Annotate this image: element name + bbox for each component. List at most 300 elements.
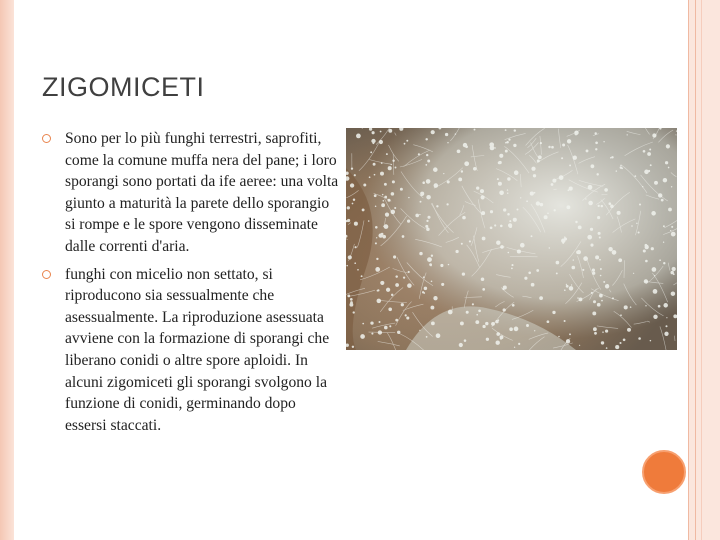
spore-dot	[401, 303, 404, 306]
spore-dot	[472, 303, 474, 305]
spore-dot	[498, 319, 500, 321]
spore-dot	[469, 240, 471, 242]
spore-dot	[648, 170, 650, 172]
spore-dot	[478, 309, 481, 312]
spore-dot	[511, 268, 513, 270]
spore-dot	[436, 333, 441, 338]
spore-dot	[426, 336, 428, 338]
spore-dot	[391, 294, 393, 296]
spore-dot	[526, 324, 529, 327]
spore-dot	[509, 220, 511, 222]
spore-dot	[564, 289, 566, 291]
spore-dot	[461, 243, 463, 245]
spore-dot	[391, 192, 395, 196]
spore-dot	[562, 144, 565, 147]
spore-dot	[379, 140, 383, 144]
spore-dot	[623, 338, 626, 341]
spore-dot	[551, 146, 554, 149]
spore-dot	[659, 259, 661, 261]
spore-dot	[671, 232, 676, 237]
spore-dot	[499, 190, 504, 195]
spore-dot	[536, 269, 539, 272]
spore-dot	[369, 176, 371, 178]
bullet-text: funghi con micelio non settato, si riproducono sia sessualmente che asessualmente. La riproduzione asessuata avviene con la formazione di sporangi che liberano conidi o altre spore aploidi. In alcuni zigomiceti gli sporangi svolgono la funzione di conidi, germinando dopo essersi staccati.	[65, 265, 330, 434]
spore-dot	[384, 326, 388, 330]
spore-dot	[600, 268, 602, 270]
spore-dot	[571, 284, 572, 285]
spore-dot	[606, 347, 608, 349]
spore-dot	[476, 314, 478, 316]
spore-dot	[458, 177, 462, 181]
spore-dot	[645, 260, 648, 263]
spore-dot	[663, 225, 665, 227]
spore-dot	[566, 285, 569, 288]
spore-dot	[382, 194, 383, 195]
spore-dot	[408, 271, 410, 273]
spore-dot	[350, 298, 353, 301]
spore-dot	[408, 197, 409, 198]
spore-dot	[433, 296, 437, 300]
spore-dot	[462, 216, 466, 220]
spore-dot	[636, 223, 637, 224]
spore-dot	[405, 314, 407, 316]
spore-dot	[513, 218, 517, 222]
spore-dot	[371, 333, 373, 335]
spore-dot	[595, 255, 599, 259]
spore-dot	[362, 208, 365, 211]
bread-mold-photo	[346, 128, 677, 350]
spore-dot	[375, 206, 377, 208]
spore-dot	[566, 339, 570, 343]
spore-dot	[431, 322, 435, 326]
spore-dot	[433, 167, 438, 172]
spore-dot	[373, 163, 376, 166]
spore-dot	[383, 226, 384, 227]
spore-dot	[505, 142, 507, 144]
spore-dot	[517, 209, 519, 211]
spore-dot	[651, 247, 654, 250]
spore-dot	[611, 156, 613, 158]
spore-dot	[566, 284, 567, 285]
spore-dot	[378, 233, 382, 237]
spore-dot	[578, 225, 582, 229]
page-title: ZIGOMICETI	[42, 72, 205, 102]
spore-dot	[569, 333, 571, 335]
spore-dot	[420, 201, 422, 203]
spore-dot	[650, 164, 652, 166]
spore-dot	[361, 275, 363, 277]
spore-dot	[457, 149, 461, 153]
spore-dot	[507, 177, 510, 180]
spore-dot	[427, 216, 430, 219]
spore-dot	[498, 161, 501, 164]
spore-dot	[561, 157, 563, 159]
spore-dot	[592, 269, 595, 272]
spore-dot	[384, 183, 387, 186]
spore-dot	[422, 291, 424, 293]
spore-dot	[481, 277, 485, 281]
spore-dot	[531, 283, 535, 287]
spore-dot	[579, 345, 580, 346]
spore-dot	[590, 228, 593, 231]
spore-dot	[475, 320, 479, 324]
spore-dot	[386, 288, 390, 292]
spore-dot	[624, 305, 628, 309]
spore-dot	[480, 189, 484, 193]
bullet-marker-icon	[42, 134, 51, 143]
spore-dot	[459, 343, 463, 347]
spore-dot	[382, 235, 386, 239]
spore-dot	[448, 264, 449, 265]
spore-dot	[601, 300, 603, 302]
spore-dot	[559, 175, 564, 180]
spore-dot	[575, 221, 577, 223]
spore-dot	[349, 303, 353, 307]
spore-dot	[394, 207, 396, 209]
spore-dot	[605, 330, 608, 333]
spore-dot	[671, 291, 676, 296]
spore-dot	[668, 167, 670, 169]
spore-dot	[511, 264, 513, 266]
spore-dot	[404, 143, 406, 145]
spore-dot	[500, 337, 502, 339]
spore-dot	[615, 345, 619, 349]
spore-dot	[552, 311, 555, 314]
spore-dot	[603, 141, 604, 142]
spore-dot	[601, 205, 603, 207]
spore-dot	[494, 224, 496, 226]
spore-dot	[425, 138, 427, 140]
spore-dot	[603, 281, 605, 283]
spore-dot	[406, 316, 409, 319]
spore-dot	[670, 271, 673, 274]
spore-dot	[536, 201, 540, 205]
spore-dot	[440, 264, 443, 267]
spore-dot	[482, 237, 486, 241]
spore-dot	[665, 161, 668, 164]
spore-dot	[514, 129, 516, 131]
spore-dot	[520, 243, 525, 248]
spore-dot	[576, 250, 580, 254]
spore-dot	[533, 174, 536, 177]
spore-dot	[588, 201, 593, 206]
spore-dot	[666, 317, 667, 318]
spore-dot	[490, 210, 493, 213]
spore-dot	[473, 167, 477, 171]
spore-dot	[665, 325, 667, 327]
spore-dot	[500, 225, 503, 228]
spore-dot	[506, 141, 508, 143]
spore-dot	[465, 145, 468, 148]
spore-dot	[538, 155, 542, 159]
spore-dot	[375, 242, 377, 244]
spore-dot	[569, 286, 574, 291]
spore-dot	[509, 225, 512, 228]
spore-dot	[427, 160, 430, 163]
spore-dot	[430, 306, 434, 310]
spore-dot	[389, 325, 391, 327]
spore-dot	[371, 139, 375, 143]
bullet-item	[40, 264, 340, 437]
spore-dot	[380, 131, 382, 133]
spore-dot	[561, 239, 565, 243]
spore-dot	[381, 203, 385, 207]
spore-dot	[347, 206, 350, 209]
spore-dot	[569, 164, 571, 166]
left-frame-border	[0, 0, 14, 540]
spore-dot	[443, 173, 444, 174]
spore-dot	[547, 213, 549, 215]
spore-dot	[481, 195, 485, 199]
spore-dot	[577, 297, 579, 299]
spore-dot	[419, 330, 420, 331]
spore-dot	[582, 269, 584, 271]
spore-dot	[530, 192, 534, 196]
spore-dot	[514, 170, 519, 175]
spore-dot	[386, 153, 388, 155]
spore-dot	[654, 181, 658, 185]
spore-dot	[643, 150, 646, 153]
spore-dot	[427, 257, 432, 262]
spore-dot	[594, 332, 597, 335]
spore-dot	[446, 203, 448, 205]
decorative-circle	[642, 450, 686, 494]
spore-dot	[663, 262, 665, 264]
spore-dot	[605, 284, 609, 288]
spore-dot	[445, 133, 448, 136]
spore-dot	[503, 208, 506, 211]
spore-dot	[354, 174, 356, 176]
spore-dot	[652, 267, 657, 272]
spore-dot	[650, 340, 652, 342]
spore-dot	[590, 244, 593, 247]
spore-dot	[612, 250, 617, 255]
spore-dot	[362, 323, 364, 325]
spore-dot	[663, 242, 664, 243]
spore-dot	[426, 195, 431, 200]
spore-dot	[630, 306, 632, 308]
spore-dot	[645, 305, 646, 306]
bullet-marker-icon	[42, 270, 51, 279]
spore-dot	[627, 134, 628, 135]
spore-dot	[592, 311, 596, 315]
spore-dot	[663, 303, 668, 308]
spore-dot	[514, 327, 519, 332]
spore-dot	[406, 140, 408, 142]
spore-dot	[600, 275, 602, 277]
spore-dot	[356, 134, 361, 139]
spore-dot	[489, 142, 494, 147]
spore-dot	[424, 287, 427, 290]
spore-dot	[385, 213, 389, 217]
spore-dot	[567, 139, 571, 143]
spore-dot	[534, 192, 536, 194]
spore-dot	[645, 245, 649, 249]
spore-dot	[388, 308, 392, 312]
spore-dot	[476, 186, 479, 189]
spore-dot	[455, 250, 458, 253]
spore-dot	[352, 346, 354, 348]
spore-dot	[370, 321, 373, 324]
spore-dot	[573, 259, 574, 260]
spore-dot	[368, 220, 370, 222]
spore-dot	[377, 289, 379, 291]
spore-dot	[509, 327, 513, 331]
spore-dot	[649, 149, 651, 151]
spore-dot	[658, 305, 661, 308]
spore-dot	[402, 235, 405, 238]
spore-dot	[653, 289, 658, 294]
spore-dot	[407, 283, 412, 288]
spore-dot	[644, 170, 649, 175]
bullet-item	[40, 128, 340, 258]
spore-dot	[496, 241, 500, 245]
spore-dot	[643, 249, 646, 252]
spore-dot	[599, 259, 601, 261]
spore-dot	[352, 203, 354, 205]
spore-dot	[482, 288, 485, 291]
spore-dot	[486, 338, 489, 341]
spore-dot	[608, 247, 612, 251]
spore-dot	[499, 154, 503, 158]
spore-dot	[621, 167, 623, 169]
spore-dot	[548, 146, 550, 148]
spore-dot	[431, 130, 435, 134]
spore-dot	[671, 186, 672, 187]
spore-dot	[616, 170, 617, 171]
spore-dot	[514, 347, 515, 348]
spore-dot	[554, 209, 556, 211]
spore-dot	[395, 167, 397, 169]
spore-dot	[363, 184, 366, 187]
spore-dot	[395, 283, 399, 287]
spore-dot	[380, 281, 384, 285]
spore-dot	[431, 255, 433, 257]
spore-dot	[598, 232, 601, 235]
spore-dot	[631, 225, 633, 227]
spore-dot	[507, 213, 510, 216]
spore-dot	[498, 182, 502, 186]
spore-dot	[379, 321, 381, 323]
spore-dot	[392, 180, 395, 183]
spore-dot	[482, 325, 485, 328]
spore-dot	[528, 272, 531, 275]
spore-dot	[547, 320, 550, 323]
spore-dot	[430, 265, 432, 267]
spore-dot	[388, 129, 392, 133]
spore-dot	[598, 205, 600, 207]
spore-dot	[375, 267, 380, 272]
spore-dot	[587, 235, 592, 240]
spore-dot	[609, 202, 612, 205]
spore-dot	[566, 205, 570, 209]
spore-dot	[668, 208, 672, 212]
spore-dot	[671, 226, 673, 228]
spore-dot	[618, 258, 622, 262]
spore-dot	[415, 214, 419, 218]
spore-dot	[534, 330, 535, 331]
spore-dot	[461, 170, 463, 172]
spore-dot	[503, 285, 507, 289]
spore-dot	[481, 211, 485, 215]
spore-dot	[591, 164, 595, 168]
spore-dot	[350, 183, 354, 187]
spore-dot	[355, 246, 357, 248]
spore-dot	[627, 328, 631, 332]
spore-dot	[422, 181, 425, 184]
spore-dot	[496, 341, 500, 345]
spore-dot	[593, 327, 597, 331]
spore-dot	[647, 152, 651, 156]
spore-dot	[524, 277, 527, 280]
spore-dot	[599, 236, 601, 238]
spore-dot	[602, 331, 604, 333]
spore-dot	[664, 332, 668, 336]
spore-dot	[540, 203, 543, 206]
spore-dot	[448, 310, 453, 315]
spore-dot	[604, 188, 608, 192]
spore-dot	[507, 252, 509, 254]
spore-dot	[388, 166, 392, 170]
spore-dot	[354, 262, 356, 264]
spore-dot	[619, 342, 621, 344]
spore-dot	[419, 214, 420, 215]
spore-dot	[462, 272, 465, 275]
spore-dot	[571, 266, 575, 270]
spore-dot	[426, 220, 428, 222]
spore-dot	[460, 321, 464, 325]
spore-dot	[531, 235, 533, 237]
spore-dot	[661, 199, 664, 202]
spore-dot	[494, 147, 495, 148]
spore-dot	[436, 205, 438, 207]
spore-dot	[633, 273, 634, 274]
spore-dot	[508, 139, 510, 141]
spore-dot	[505, 150, 508, 153]
spore-dot	[357, 269, 359, 271]
spore-dot	[544, 215, 548, 219]
spore-dot	[425, 164, 427, 166]
spore-dot	[569, 187, 573, 191]
spore-dot	[419, 252, 422, 255]
spore-dot	[558, 336, 560, 338]
spore-dot	[426, 227, 430, 231]
spore-dot	[353, 311, 355, 313]
spore-dot	[376, 237, 377, 238]
spore-dot	[518, 343, 520, 345]
spore-dot	[497, 178, 499, 180]
spore-dot	[376, 258, 378, 260]
spore-dot	[403, 276, 405, 278]
spore-dot	[520, 197, 521, 198]
spore-dot	[426, 179, 431, 184]
spore-dot	[393, 255, 396, 258]
spore-dot	[505, 129, 507, 131]
spore-dot	[485, 322, 488, 325]
spore-dot	[380, 172, 384, 176]
spore-dot	[556, 261, 560, 265]
spore-dot	[377, 299, 382, 304]
mold-illustration	[346, 128, 677, 350]
spore-dot	[354, 222, 358, 226]
spore-dot	[539, 296, 543, 300]
spore-dot	[638, 337, 641, 340]
spore-dot	[601, 341, 604, 344]
spore-dot	[596, 173, 598, 175]
spore-dot	[464, 339, 467, 342]
spore-dot	[407, 220, 410, 223]
spore-dot	[474, 129, 476, 131]
